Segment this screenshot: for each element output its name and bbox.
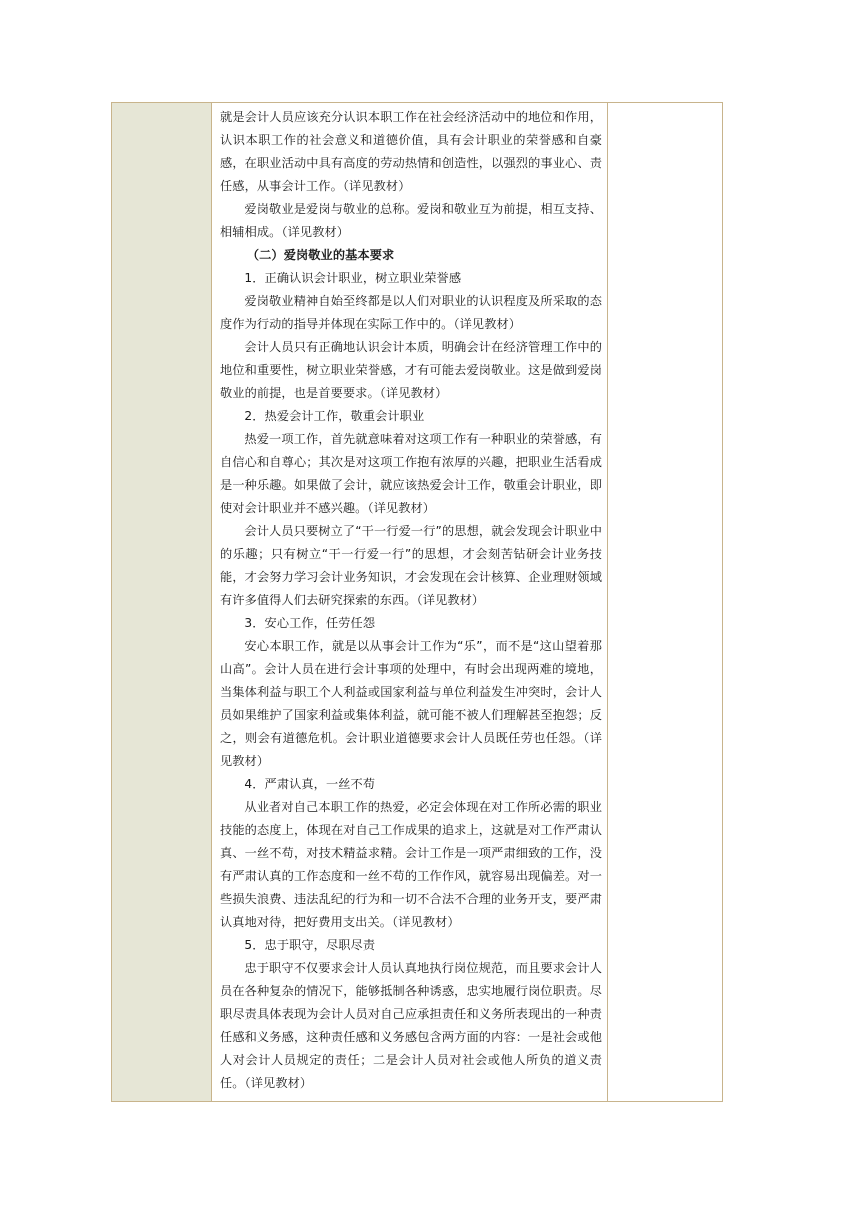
paragraph: 忠于职守不仅要求会计人员认真地执行岗位规范，而且要求会计人员在各种复杂的情况下，能够抵制各种诱惑，忠实地履行岗位职责。尽职尽责具体表现为会计人员对自己应承担责任和义务所表现出的一种责任感和义务感，这种责任感和义务感包含两方面的内容：一是社会或他人对会计人员规定的责任；二是会计人员对社会或他人所负的道义责任。（详见教材） <box>220 961 602 1090</box>
left-column <box>112 103 212 1101</box>
paragraph: 爱岗敬业是爱岗与敬业的总称。爱岗和敬业互为前提，相互支持、相辅相成。（详见教材） <box>220 202 602 239</box>
paragraph: 会计人员只要树立了“干一行爱一行”的思想，就会发现会计职业中的乐趣；只有树立“干一行爱一行”的思想，才会刻苦钻研会计业务技能，才会努力学习会计业务知识，才会发现在会计核算、企业理财领域有许多值得人们去研究探索的东西。（详见教材） <box>220 524 602 607</box>
content-column <box>220 106 602 1095</box>
subsection-title: 4．严肃认真，一丝不苟 <box>244 777 376 791</box>
paragraph: 安心本职工作，就是以从事会计工作为“乐”，而不是“这山望着那山高”。会计人员在进行会计事项的处理中，有时会出现两难的境地，当集体利益与职工个人利益或国家利益与单位利益发生冲突时，会计人员如果维护了国家利益或集体利益，就可能不被人们理解甚至抱怨；反之，则会有道德危机。会计职业道德要求会计人员既任劳也任怨。（详见教材） <box>220 639 602 768</box>
content-table <box>111 102 723 1102</box>
right-column <box>607 103 722 1101</box>
section-heading: （二）爱岗敬业的基本要求 <box>246 248 395 262</box>
paragraph: 热爱一项工作，首先就意味着对这项工作有一种职业的荣誉感，有自信心和自尊心；其次是对这项工作抱有浓厚的兴趣，把职业生活看成是一种乐趣。如果做了会计，就应该热爱会计工作，敬重会计职业，即使对会计职业并不感兴趣。（详见教材） <box>220 432 602 515</box>
paragraph: 会计人员只有正确地认识会计本质，明确会计在经济管理工作中的地位和重要性，树立职业荣誉感，才有可能去爱岗敬业。这是做到爱岗敬业的前提，也是首要要求。（详见教材） <box>220 340 602 400</box>
subsection-title: 3．安心工作，任劳任怨 <box>244 616 376 630</box>
subsection-title: 5．忠于职守，尽职尽责 <box>244 938 376 952</box>
subsection-title: 2．热爱会计工作，敬重会计职业 <box>244 409 425 423</box>
paragraph: 从业者对自己本职工作的热爱，必定会体现在对工作所必需的职业技能的态度上，体现在对自己工作成果的追求上，这就是对工作严肃认真、一丝不苟，对技术精益求精。会计工作是一项严肃细致的工作，没有严肃认真的工作态度和一丝不苟的工作作风，就容易出现偏差。对一些损失浪费、违法乱纪的行为和一切不合法不合理的业务开支，要严肃认真地对待，把好费用支出关。（详见教材） <box>220 800 602 929</box>
subsection-title: 1．正确认识会计职业，树立职业荣誉感 <box>244 271 462 285</box>
paragraph: 就是会计人员应该充分认识本职工作在社会经济活动中的地位和作用，认识本职工作的社会意义和道德价值，具有会计职业的荣誉感和自豪感，在职业活动中具有高度的劳动热情和创造性，以强烈的事业心、责任感，从事会计工作。（详见教材） <box>220 110 602 193</box>
paragraph: 爱岗敬业精神自始至终都是以人们对职业的认识程度及所采取的态度作为行动的指导并体现在实际工作中的。（详见教材） <box>220 294 602 331</box>
